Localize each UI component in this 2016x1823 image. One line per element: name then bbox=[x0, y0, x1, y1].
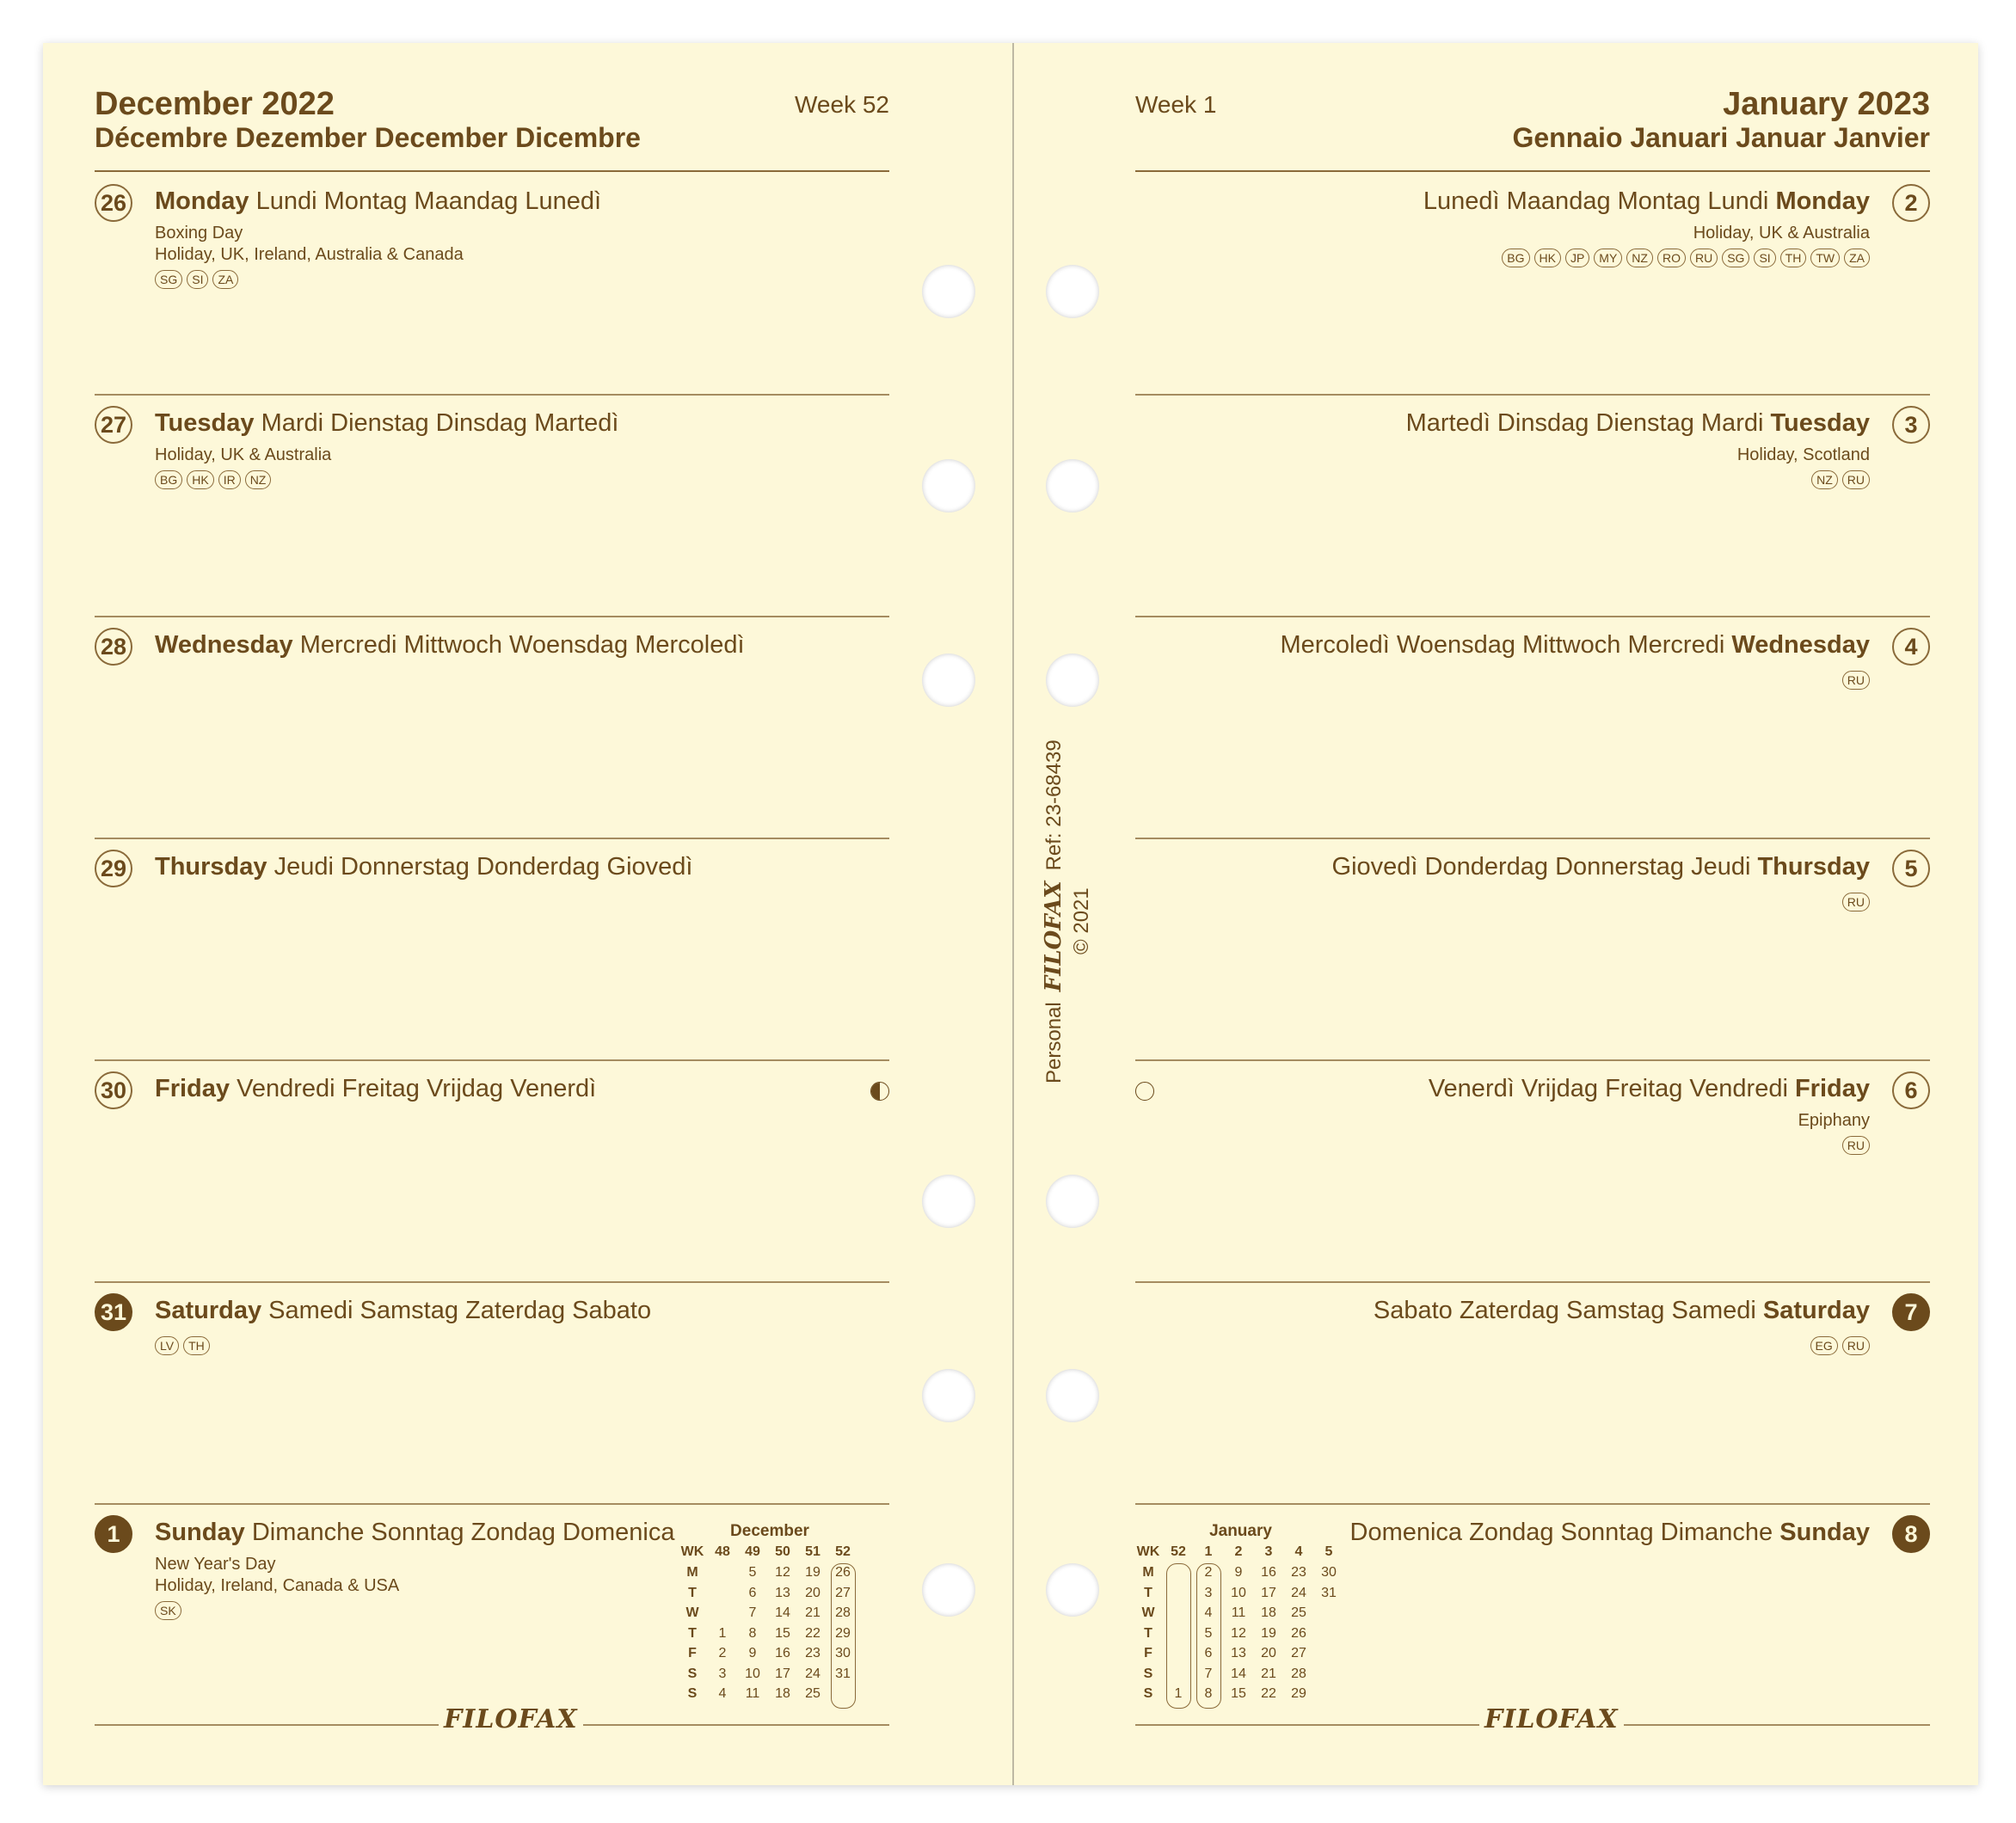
right-month-translations: Gennaio Januari Januar Janvier bbox=[1512, 122, 1930, 153]
mini-calendar-cell: 7 bbox=[1204, 1666, 1213, 1681]
mini-calendar-cell: 10 bbox=[745, 1666, 760, 1681]
day-name-translations: Sabato Zaterdag Samstag Samedi bbox=[1373, 1297, 1756, 1324]
mini-calendar-cell: 12 bbox=[1231, 1625, 1246, 1641]
day-note: New Year's Day bbox=[155, 1555, 276, 1574]
mini-calendar-header: 4 bbox=[1294, 1544, 1303, 1559]
country-badge: EG bbox=[1810, 1336, 1838, 1355]
day-name-english: Monday bbox=[155, 187, 249, 215]
day-note: Boxing Day bbox=[155, 224, 243, 242]
mini-calendar-cell: S bbox=[687, 1686, 698, 1701]
day-name-english: Tuesday bbox=[155, 409, 255, 437]
day-divider bbox=[95, 616, 889, 617]
day-note: Holiday, Scotland bbox=[1736, 445, 1870, 464]
mini-calendar-cell: 30 bbox=[835, 1646, 851, 1660]
mini-calendar-cell: 26 bbox=[1291, 1625, 1306, 1641]
mini-calendar-cell: 13 bbox=[775, 1585, 790, 1600]
country-badges bbox=[155, 270, 238, 289]
mini-calendar-cell: T bbox=[1144, 1625, 1152, 1641]
country-badge: TH bbox=[1780, 249, 1807, 267]
mini-calendar-cell: F bbox=[688, 1646, 697, 1660]
country-badge: HK bbox=[187, 470, 213, 489]
day-name bbox=[1423, 187, 1870, 216]
day-divider bbox=[1135, 616, 1930, 617]
day-name-translations: Domenica Zondag Sonntag Dimanche bbox=[1349, 1519, 1773, 1546]
country-badges bbox=[155, 470, 271, 489]
mini-calendar-cell: W bbox=[685, 1605, 699, 1620]
date-number: 26 bbox=[95, 184, 132, 222]
day-name bbox=[1350, 1519, 1871, 1547]
mini-calendar-header: 3 bbox=[1264, 1544, 1273, 1559]
right-page bbox=[1135, 43, 1930, 1785]
mini-calendar-cell: 22 bbox=[805, 1625, 821, 1641]
mini-calendar-cell: T bbox=[688, 1585, 697, 1600]
left-week-label: Week 52 bbox=[795, 91, 889, 118]
mini-calendar-cell: 8 bbox=[748, 1625, 757, 1641]
mini-calendar-header: 1 bbox=[1204, 1544, 1213, 1559]
spine-copyright: © 2021 bbox=[1070, 887, 1093, 954]
date-number: 30 bbox=[95, 1071, 132, 1109]
day-name bbox=[1406, 409, 1870, 438]
mini-calendar-cell: M bbox=[686, 1565, 698, 1580]
day-block[interactable] bbox=[95, 1059, 889, 1280]
punch-hole bbox=[922, 654, 975, 707]
date-number: 31 bbox=[95, 1293, 132, 1331]
day-name bbox=[155, 409, 618, 438]
day-name bbox=[155, 1297, 651, 1325]
mini-calendar-cell: 13 bbox=[1231, 1646, 1246, 1660]
mini-calendar-cell: S bbox=[687, 1666, 698, 1681]
day-divider bbox=[1135, 1503, 1930, 1505]
mini-calendar-header: 5 bbox=[1325, 1544, 1333, 1559]
mini-calendar-title: January bbox=[1209, 1522, 1272, 1540]
filofax-logo: FILOFAX bbox=[1479, 1704, 1624, 1734]
mini-calendar-cell: 19 bbox=[805, 1565, 821, 1580]
country-badges bbox=[1502, 249, 1870, 267]
country-badges bbox=[1811, 470, 1870, 489]
mini-calendar-cell: T bbox=[688, 1625, 697, 1641]
country-badges bbox=[1842, 1136, 1870, 1155]
current-week-highlight bbox=[1166, 1563, 1191, 1709]
date-number: 4 bbox=[1892, 628, 1930, 666]
country-badge: SI bbox=[1754, 249, 1775, 267]
country-badges bbox=[1810, 1336, 1870, 1355]
day-block[interactable] bbox=[1135, 1059, 1930, 1280]
day-name bbox=[1429, 1075, 1870, 1103]
punch-hole bbox=[922, 459, 975, 513]
date-number: 29 bbox=[95, 850, 132, 887]
right-week-label: Week 1 bbox=[1135, 91, 1217, 118]
country-badges bbox=[155, 1336, 210, 1355]
mini-calendar-cell: W bbox=[1141, 1605, 1155, 1620]
punch-hole bbox=[1046, 1369, 1099, 1422]
day-name-translations: Martedì Dinsdag Dienstag Mardi bbox=[1405, 409, 1764, 437]
country-badges bbox=[155, 1601, 181, 1620]
mini-calendar-cell: 21 bbox=[805, 1605, 821, 1620]
day-divider bbox=[95, 1503, 889, 1505]
spine-personal: Personal bbox=[1042, 1002, 1066, 1083]
mini-calendar-cell: 14 bbox=[1231, 1666, 1246, 1681]
country-badge: SI bbox=[187, 270, 208, 289]
mini-calendar-header: 2 bbox=[1234, 1544, 1243, 1559]
mini-calendar-cell: 31 bbox=[835, 1666, 851, 1681]
day-name-english: Tuesday bbox=[1770, 409, 1870, 437]
day-divider bbox=[95, 1281, 889, 1283]
mini-calendar-header: 49 bbox=[745, 1544, 760, 1559]
day-name-english: Thursday bbox=[155, 853, 267, 881]
day-divider bbox=[95, 394, 889, 396]
current-week-highlight bbox=[1196, 1563, 1221, 1709]
mini-calendar-cell: 2 bbox=[718, 1646, 727, 1660]
country-badge: RO bbox=[1657, 249, 1686, 267]
mini-calendar-cell: 3 bbox=[1204, 1585, 1213, 1600]
mini-calendar-header: 52 bbox=[1171, 1544, 1186, 1559]
mini-calendar-header: WK bbox=[1136, 1544, 1160, 1559]
day-name-translations: Venerdì Vrijdag Freitag Vendredi bbox=[1428, 1075, 1788, 1102]
day-name bbox=[1374, 1297, 1870, 1325]
day-name bbox=[1280, 631, 1870, 660]
mini-calendar-cell: 16 bbox=[1261, 1565, 1276, 1580]
country-badge: NZ bbox=[1626, 249, 1653, 267]
mini-calendar-cell: 14 bbox=[775, 1605, 790, 1620]
mini-calendar-header: 50 bbox=[775, 1544, 790, 1559]
mini-calendar-cell: 23 bbox=[805, 1646, 821, 1660]
half-moon-icon bbox=[870, 1082, 889, 1101]
spine-brand-logo: FILOFAX bbox=[1041, 881, 1066, 992]
day-note: Holiday, UK & Australia bbox=[1693, 224, 1870, 242]
day-note: Holiday, Ireland, Canada & USA bbox=[155, 1576, 400, 1595]
day-name-english: Saturday bbox=[155, 1297, 262, 1324]
mini-calendar-cell: 12 bbox=[775, 1565, 790, 1580]
mini-calendar-cell: 18 bbox=[1261, 1605, 1276, 1620]
mini-calendar-header: 52 bbox=[835, 1544, 851, 1559]
mini-calendar-cell: 18 bbox=[775, 1686, 790, 1701]
day-name-english: Wednesday bbox=[1731, 631, 1870, 659]
mini-calendar-cell: 3 bbox=[718, 1666, 727, 1681]
day-note: Epiphany bbox=[1798, 1111, 1870, 1130]
mini-calendar-cell: 6 bbox=[748, 1585, 757, 1600]
day-divider bbox=[1135, 838, 1930, 839]
day-block[interactable] bbox=[95, 838, 889, 1059]
center-fold bbox=[1012, 43, 1014, 1785]
mini-calendar-cell: 26 bbox=[835, 1565, 851, 1580]
day-divider bbox=[1135, 1281, 1930, 1283]
day-divider bbox=[1135, 394, 1930, 396]
punch-hole bbox=[1046, 1563, 1099, 1617]
mini-calendar-cell: 6 bbox=[1204, 1646, 1213, 1660]
day-name-translations: Dimanche Sonntag Zondag Domenica bbox=[251, 1519, 675, 1546]
day-divider bbox=[95, 838, 889, 839]
mini-calendar-cell: 30 bbox=[1321, 1565, 1337, 1580]
filofax-logo: FILOFAX bbox=[439, 1704, 583, 1734]
mini-calendar-cell: 15 bbox=[1231, 1686, 1246, 1701]
day-name-english: Thursday bbox=[1757, 853, 1870, 881]
current-week-highlight bbox=[831, 1563, 856, 1709]
day-divider bbox=[95, 1059, 889, 1061]
day-name-english: Saturday bbox=[1762, 1297, 1870, 1324]
country-badge: RU bbox=[1690, 249, 1718, 267]
mini-calendar-title: December bbox=[730, 1522, 809, 1540]
mini-calendar-cell: 20 bbox=[805, 1585, 821, 1600]
mini-calendar-cell: 7 bbox=[748, 1605, 757, 1620]
day-block[interactable] bbox=[1135, 172, 1930, 393]
date-number: 6 bbox=[1892, 1071, 1930, 1109]
day-name-translations: Vendredi Freitag Vrijdag Venerdì bbox=[237, 1075, 597, 1102]
country-badge: MY bbox=[1594, 249, 1622, 267]
country-badge: TW bbox=[1810, 249, 1840, 267]
mini-calendar-cell: 11 bbox=[745, 1686, 760, 1701]
mini-calendar-cell: 2 bbox=[1204, 1565, 1213, 1580]
mini-calendar-cell: S bbox=[1143, 1686, 1153, 1701]
day-name-english: Sunday bbox=[155, 1519, 245, 1546]
mini-calendar-cell: 27 bbox=[835, 1585, 851, 1600]
mini-calendar-cell: S bbox=[1143, 1666, 1153, 1681]
country-badges bbox=[1842, 671, 1870, 690]
day-name bbox=[155, 187, 601, 216]
mini-calendar-cell: 9 bbox=[748, 1646, 757, 1660]
day-name bbox=[155, 853, 692, 881]
mini-calendar-cell: 5 bbox=[1204, 1625, 1213, 1641]
punch-hole bbox=[1046, 1175, 1099, 1228]
mini-calendar-cell: 24 bbox=[1291, 1585, 1306, 1600]
mini-calendar-cell: 5 bbox=[748, 1565, 757, 1580]
country-badge: RU bbox=[1842, 893, 1870, 912]
mini-calendar-header: 51 bbox=[805, 1544, 821, 1559]
mini-calendar-cell: 22 bbox=[1261, 1686, 1276, 1701]
date-number: 27 bbox=[95, 406, 132, 444]
country-badge: BG bbox=[155, 470, 182, 489]
spine-ref: Ref: 23-68439 bbox=[1042, 740, 1066, 871]
mini-calendar-cell: 4 bbox=[718, 1686, 727, 1701]
day-divider bbox=[1135, 1059, 1930, 1061]
punch-hole bbox=[1046, 459, 1099, 513]
country-badge: SG bbox=[1722, 249, 1749, 267]
country-badge: LV bbox=[155, 1336, 179, 1355]
punch-hole bbox=[922, 1175, 975, 1228]
day-name-translations: Mercoledì Woensdag Mittwoch Mercredi bbox=[1280, 631, 1725, 659]
country-badge: TH bbox=[183, 1336, 210, 1355]
country-badge: BG bbox=[1502, 249, 1529, 267]
date-number: 1 bbox=[95, 1515, 132, 1553]
country-badge: HK bbox=[1534, 249, 1561, 267]
day-name bbox=[155, 1075, 596, 1103]
country-badge: ZA bbox=[1844, 249, 1870, 267]
day-name-translations: Lunedì Maandag Montag Lundi bbox=[1423, 187, 1769, 215]
country-badge: RU bbox=[1842, 470, 1870, 489]
full-moon-icon bbox=[1135, 1082, 1154, 1101]
country-badge: RU bbox=[1842, 1136, 1870, 1155]
right-month-title: January 2023 bbox=[1723, 86, 1930, 122]
mini-calendar-cell: 25 bbox=[805, 1686, 821, 1701]
day-name-english: Sunday bbox=[1779, 1519, 1870, 1546]
day-block[interactable] bbox=[1135, 1281, 1930, 1502]
left-month-title: December 2022 bbox=[95, 86, 335, 122]
punch-hole bbox=[1046, 265, 1099, 318]
day-name bbox=[155, 631, 745, 660]
mini-calendar-cell: 1 bbox=[718, 1625, 727, 1641]
day-block[interactable] bbox=[1135, 838, 1930, 1059]
day-name-translations: Lundi Montag Maandag Lunedì bbox=[255, 187, 602, 215]
day-block[interactable] bbox=[1135, 394, 1930, 615]
mini-calendar-cell: 11 bbox=[1231, 1605, 1246, 1620]
day-name-english: Friday bbox=[1794, 1075, 1870, 1102]
diary-sheet bbox=[43, 43, 1978, 1785]
country-badge: NZ bbox=[245, 470, 272, 489]
day-name-english: Friday bbox=[155, 1075, 230, 1102]
country-badge: NZ bbox=[1811, 470, 1838, 489]
day-name-translations: Mercredi Mittwoch Woensdag Mercoledì bbox=[299, 631, 745, 659]
day-note: Holiday, UK & Australia bbox=[155, 445, 332, 464]
spine-imprint bbox=[1041, 740, 1094, 1083]
day-name-translations: Giovedì Donderdag Donnerstag Jeudi bbox=[1331, 853, 1751, 881]
mini-calendar-cell: 1 bbox=[1174, 1686, 1183, 1701]
date-number: 5 bbox=[1892, 850, 1930, 887]
mini-calendar-cell: 24 bbox=[805, 1666, 821, 1681]
mini-calendar-cell: 27 bbox=[1291, 1646, 1306, 1660]
mini-calendar-cell: 17 bbox=[1261, 1585, 1276, 1600]
day-block[interactable] bbox=[95, 172, 889, 393]
mini-calendar-cell: 28 bbox=[835, 1605, 851, 1620]
mini-calendar-cell: 25 bbox=[1291, 1605, 1306, 1620]
country-badge: JP bbox=[1565, 249, 1589, 267]
mini-calendar-cell: 21 bbox=[1261, 1666, 1276, 1681]
punch-hole bbox=[922, 1369, 975, 1422]
day-name-english: Monday bbox=[1775, 187, 1870, 215]
day-name-english: Wednesday bbox=[155, 631, 293, 659]
mini-calendar-header: 48 bbox=[715, 1544, 730, 1559]
country-badge: IR bbox=[218, 470, 241, 489]
country-badge: RU bbox=[1842, 671, 1870, 690]
left-page bbox=[95, 43, 889, 1785]
mini-calendar-cell: 16 bbox=[775, 1646, 790, 1660]
country-badge: SG bbox=[155, 270, 182, 289]
mini-calendar-cell: 29 bbox=[1291, 1686, 1306, 1701]
country-badge: ZA bbox=[212, 270, 238, 289]
mini-calendar-header: WK bbox=[680, 1544, 704, 1559]
mini-calendar-cell: 17 bbox=[775, 1666, 790, 1681]
left-month-translations: Décembre Dezember December Dicembre bbox=[95, 122, 641, 153]
day-note: Holiday, UK, Ireland, Australia & Canada bbox=[155, 245, 464, 264]
punch-hole bbox=[1046, 654, 1099, 707]
mini-calendar-cell: 23 bbox=[1291, 1565, 1306, 1580]
day-block[interactable] bbox=[95, 394, 889, 615]
date-number: 28 bbox=[95, 628, 132, 666]
mini-calendar-cell: 10 bbox=[1231, 1585, 1246, 1600]
day-block[interactable] bbox=[95, 1281, 889, 1502]
day-name bbox=[1332, 853, 1870, 881]
day-name-translations: Jeudi Donnerstag Donderdag Giovedì bbox=[274, 853, 693, 881]
date-number: 2 bbox=[1892, 184, 1930, 222]
date-number: 7 bbox=[1892, 1293, 1930, 1331]
day-block[interactable] bbox=[95, 616, 889, 837]
mini-calendar-cell: 28 bbox=[1291, 1666, 1306, 1681]
mini-calendar-cell: 8 bbox=[1204, 1686, 1213, 1701]
day-name bbox=[155, 1519, 675, 1547]
day-block[interactable] bbox=[1135, 616, 1930, 837]
day-name-translations: Mardi Dienstag Dinsdag Martedì bbox=[261, 409, 619, 437]
mini-calendar-cell: 31 bbox=[1321, 1585, 1337, 1600]
mini-calendar-cell: T bbox=[1144, 1585, 1152, 1600]
date-number: 3 bbox=[1892, 406, 1930, 444]
country-badge: SK bbox=[155, 1601, 181, 1620]
punch-hole bbox=[922, 265, 975, 318]
punch-hole bbox=[922, 1563, 975, 1617]
mini-calendar-cell: 4 bbox=[1204, 1605, 1213, 1620]
mini-calendar-cell: 19 bbox=[1261, 1625, 1276, 1641]
mini-calendar-cell: 20 bbox=[1261, 1646, 1276, 1660]
mini-calendar-cell: 29 bbox=[835, 1625, 851, 1641]
mini-calendar-cell: M bbox=[1142, 1565, 1154, 1580]
country-badges bbox=[1842, 893, 1870, 912]
country-badge: RU bbox=[1842, 1336, 1870, 1355]
mini-calendar-cell: 15 bbox=[775, 1625, 790, 1641]
day-name-translations: Samedi Samstag Zaterdag Sabato bbox=[268, 1297, 652, 1324]
mini-calendar-cell: F bbox=[1144, 1646, 1152, 1660]
mini-calendar-cell: 9 bbox=[1234, 1565, 1243, 1580]
date-number: 8 bbox=[1892, 1515, 1930, 1553]
